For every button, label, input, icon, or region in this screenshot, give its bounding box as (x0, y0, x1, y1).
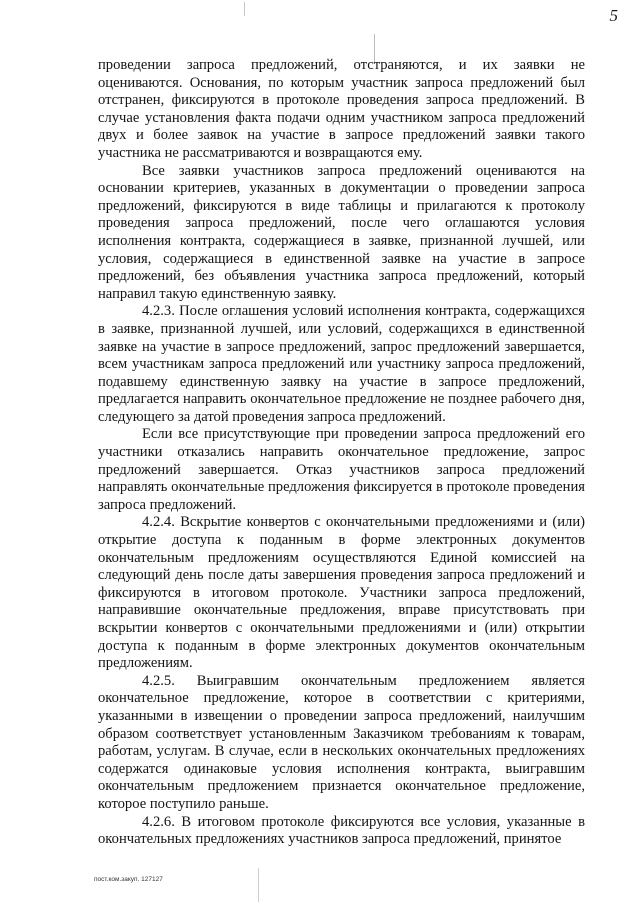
document-body (98, 57, 585, 849)
paragraph-4-2-4: 4.2.4. Вскрытие конвертов с окончательными предложениями и (или) открытие доступа к поданным в форме электронных документов окончательным предложениям осуществляются Единой комиссией на следующий день после даты завершения проведения запроса предложений и фиксируются в итоговом протоколе. Участники запроса предложений, направившие окончательные предложения, вправе присутствовать при вскрытии конвертов с окончательными предложениями и (или) открытии доступа к поданным в форме электронных документов окончательным предложениям. (98, 514, 585, 672)
paragraph-evaluation: Все заявки участников запроса предложений оцениваются на основании критериев, указанных в документации о проведении запроса предложений, фиксируются в виде таблицы и прилагаются к протоколу проведения запроса предложений, после чего оглашаются условия исполнения контракта, содержащиеся в заявке, признанной лучшей, или условия, содержащиеся в единственной заявке на участие в запросе предложений, без объявления участника запроса предложений, который направил такую единственную заявку. (98, 162, 585, 302)
paragraph-refusal: Если все присутствующие при проведении запроса предложений его участники отказались направить окончательное предложение, запрос предложений завершается. Отказ участников запроса предложений направлять окончательные предложения фиксируется в протоколе проведения запроса предложений. (98, 426, 585, 513)
paragraph-4-2-5: 4.2.5. Выигравшим окончательным предложением является окончательное предложение, которое в соответствии с критериями, указанными в извещении о проведении запроса предложений, наилучшим образом соответствует установленным Заказчиком требованиям к товарам, работам, услугам. В случае, если в нескольких окончательных предложениях содержатся одинаковые условия исполнения контракта, выигравшим окончательным предложением признается окончательное предложение, которое поступило раньше. (98, 672, 585, 812)
footer-code: пост.ком.закуп. 127127 (94, 876, 163, 883)
scan-artifact-bottom (258, 868, 259, 902)
paragraph-4-2-6: 4.2.6. В итоговом протоколе фиксируются все условия, указанные в окончательных предложениях участников запроса предложений, принятое (98, 813, 585, 848)
paragraph-4-2-3: 4.2.3. После оглашения условий исполнения контракта, содержащихся в заявке, признанной лучшей, или условий, содержащихся в единственной заявке на участие в запросе предложений, запрос предложений завершается, всем участникам запроса предложений или участнику запроса предложений, подавшему единственную заявку на участие в запросе предложений, предлагается направить окончательное предложение не позднее рабочего дня, следующего за датой проведения запроса предложений. (98, 303, 585, 425)
scan-artifact-top (244, 2, 245, 16)
paragraph-continuation: проведении запроса предложений, отстраняются, и их заявки не оцениваются. Основания, по которым участник запроса предложений был отстранен, фиксируются в протоколе проведения запроса предложений. В случае установления факта подачи одним участником запроса предложений двух и более заявок на участие в запросе предложений заявки такого участника не рассматриваются и возвращаются ему. (98, 57, 585, 161)
page-number: 5 (609, 6, 618, 25)
